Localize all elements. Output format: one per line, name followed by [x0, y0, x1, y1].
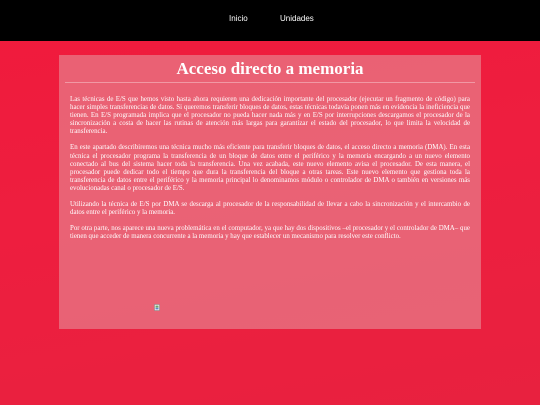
paragraph-1: Las técnicas de E/S que hemos visto hasta ahora requieren una dedicación importante del procesador (ejecutar un fragmento de código) para hacer simples transferencias de datos. Si queremos transferir bloques de datos, estas técnicas todavía ponen más en evidencia la ineficiencia que tienen. En E/S programada implica que el procesador no pueda hacer nada más y en E/S por interrupciones descargamos el procesador de la sincronización a costa de hacer las rutinas de atención más largas para garantizar el estado del procesador, lo que limita la velocidad de transferencia.	[70, 96, 470, 136]
broken-image-icon	[154, 304, 160, 311]
nav-link-unidades[interactable]: Unidades	[280, 14, 314, 23]
page-title: Acceso directo a memoria	[176, 59, 364, 78]
top-navigation-bar	[0, 0, 540, 41]
paragraph-2: En este apartado describiremos una técnica mucho más eficiente para transferir bloques de datos, el acceso directo a memoria (DMA). En esta técnica el procesador programa la transferencia de un bloque de datos entre el periférico y la memoria encargando a un nuevo elemento conectado al bus del sistema hacer toda la transferencia. Una vez acabada, este nuevo elemento avisa el procesador. De esta manera, el procesador puede dedicar todo el tiempo que dura la transferencia del bloque a otras tareas. Este nuevo elemento que gestiona toda la transferencia de datos entre el periférico y la memoria principal lo denominamos módulo o controlador de DMA o también en versiones más evolucionadas canal o procesador de E/S.	[70, 144, 470, 192]
nav-link-inicio[interactable]: Inicio	[229, 14, 248, 23]
paragraph-3: Utilizando la técnica de E/S por DMA se descarga al procesador de la responsabilidad de llevar a cabo la sincronización y el intercambio de datos entre el periférico y la memoria.	[70, 201, 470, 217]
article-body	[70, 96, 470, 249]
title-divider	[65, 82, 475, 83]
paragraph-4: Por otra parte, nos aparece una nueva problemática en el computador, ya que hay dos dispositivos –el procesador y el controlador de DMA– que tienen que acceder de manera concurrente a la memoria y hay que establecer un mecanismo para resolver este conflicto.	[70, 225, 470, 241]
content-panel	[59, 55, 481, 329]
